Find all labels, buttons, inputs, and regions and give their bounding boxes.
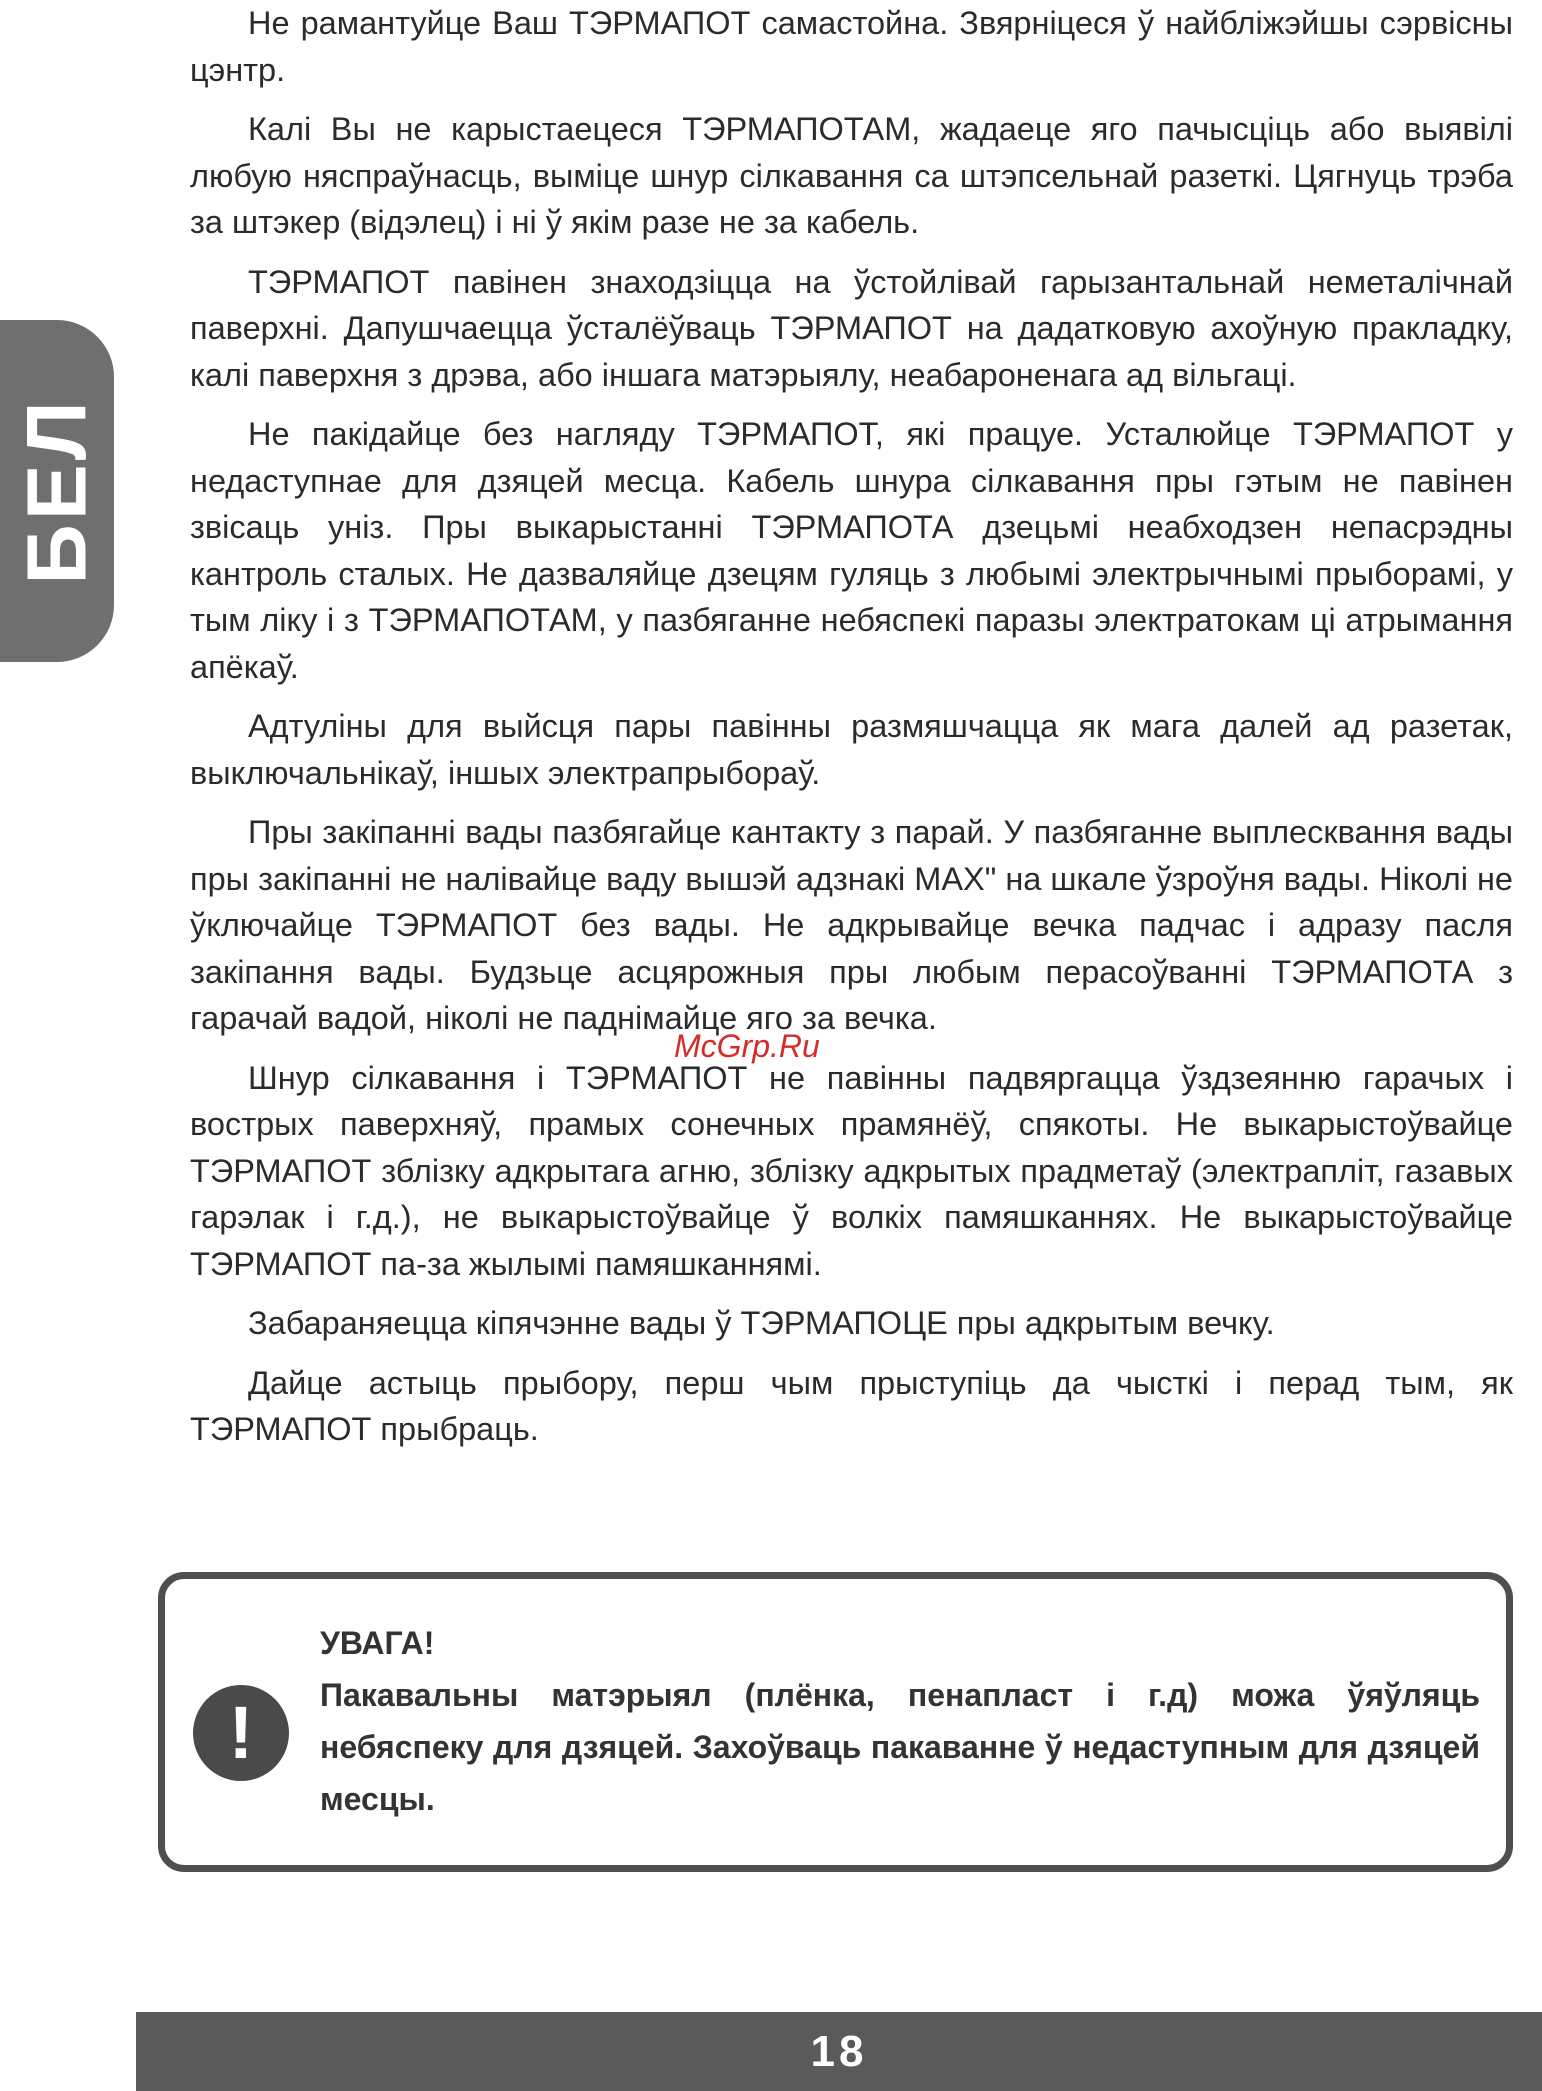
- paragraph-surface: ТЭРМАПОТ павінен знаходзіцца на ўстойлівай гарызантальнай неметалічнай паверхні. Дапушчаецца ўсталёўваць ТЭРМАПОТ на дадатковую ахоўную пракладку, калі паверхня з дрэва, або іншага матэрыялу, неабароненага ад вільгаці.: [190, 263, 1513, 393]
- exclamation-icon: !: [193, 1685, 289, 1781]
- warning-heading: УВАГА!: [320, 1625, 435, 1661]
- warning-box: [158, 1572, 1513, 1872]
- instructions-text: [190, 0, 1513, 1466]
- paragraph-repair: Не рамантуйце Ваш ТЭРМАПОТ самастойна. Звярніцеся ў найбліжэйшы сэрвісны цэнтр.: [190, 5, 1513, 88]
- paragraph-cord: Шнур сілкавання і ТЭРМАПОТ не павінны падвяргацца ўздзеянню гарачых і вострых паверхняў, прамых сонечных прамянёў, спякоты. Не выкарыстоўвайце ТЭРМАПОТ зблізку адкрытага агню, зблізку адкрытых прадметаў (электрапліт, газавых гарэлак і г.д.), не выкарыстоўвайце ў волкіх памяшканнях. Не выкарыстоўвайце ТЭРМАПОТ па-за жылымі памяшканнямі.: [190, 1059, 1513, 1282]
- paragraph-boiling: Пры закіпанні вады пазбягайце кантакту з парай. У пазбяганне выплесквання вады пры закіпанні не налівайце ваду вышэй адзнакі MAX" на шкале ўзроўня вады. Ніколі не ўключайце ТЭРМАПОТ без вады. Не адкрывайце вечка падчас і адразу пасля закіпання вады. Будзьце асцярожныя пры любым перасоўванні ТЭРМАПОТА з гарачай вадой, ніколі не паднімайце яго за вечка.: [190, 814, 1513, 1036]
- language-side-tab: [0, 320, 114, 662]
- page-number: 18: [810, 2027, 868, 2076]
- watermark: McGrp.Ru: [674, 1028, 820, 1064]
- paragraph-unplug: Калі Вы не карыстаецеся ТЭРМАПОТАМ, жадаеце яго пачысціць або выявілі любую няспраўнасць, выміце шнур сілкавання са штэпсельнай разеткі. Цягнуць трэба за штэкер (відэлец) і ні ў якім разе не за кабель.: [190, 111, 1513, 240]
- paragraph-cooling: Дайце астыць прыбору, перш чым прыступіць да чысткі і перад тым, як ТЭРМАПОТ прыбраць.: [190, 1364, 1513, 1447]
- paragraph-supervision: Не пакідайце без нагляду ТЭРМАПОТ, які працуе. Усталюйце ТЭРМАПОТ у недаступнае для дзяцей месца. Кабель шнура сілкавання пры гэтым не павінен звісаць уніз. Пры выкарыстанні ТЭРМАПОТА дзецьмі неабходзен непасрэдны кантроль сталых. Не дазваляйце дзецям гуляць з любымі электрычнымі прыборамі, у тым ліку і з ТЭРМАПОТАМ, у пазбяганне небяспекі паразы электратокам ці атрымання апёкаў.: [190, 416, 1513, 685]
- language-tab-label: БЕЛ: [9, 397, 104, 585]
- paragraph-steam-vents: Адтуліны для выйсця пары павінны размяшчацца як мага далей ад разетак, выключальнікаў, іншых электрапрыбораў.: [190, 708, 1513, 791]
- warning-text: [320, 1617, 1480, 1825]
- paragraph-open-lid: Забараняецца кіпячэнне вады ў ТЭРМАПОЦЕ пры адкрытым вечку.: [248, 1305, 1275, 1341]
- footer-bar: [136, 2012, 1542, 2091]
- warning-body: Пакавальны матэрыял (плёнка, пенапласт і г.д) можа ўяўляць небяспеку для дзяцей. Захоўваць пакаванне ў недаступным для дзяцей месцы.: [320, 1677, 1480, 1817]
